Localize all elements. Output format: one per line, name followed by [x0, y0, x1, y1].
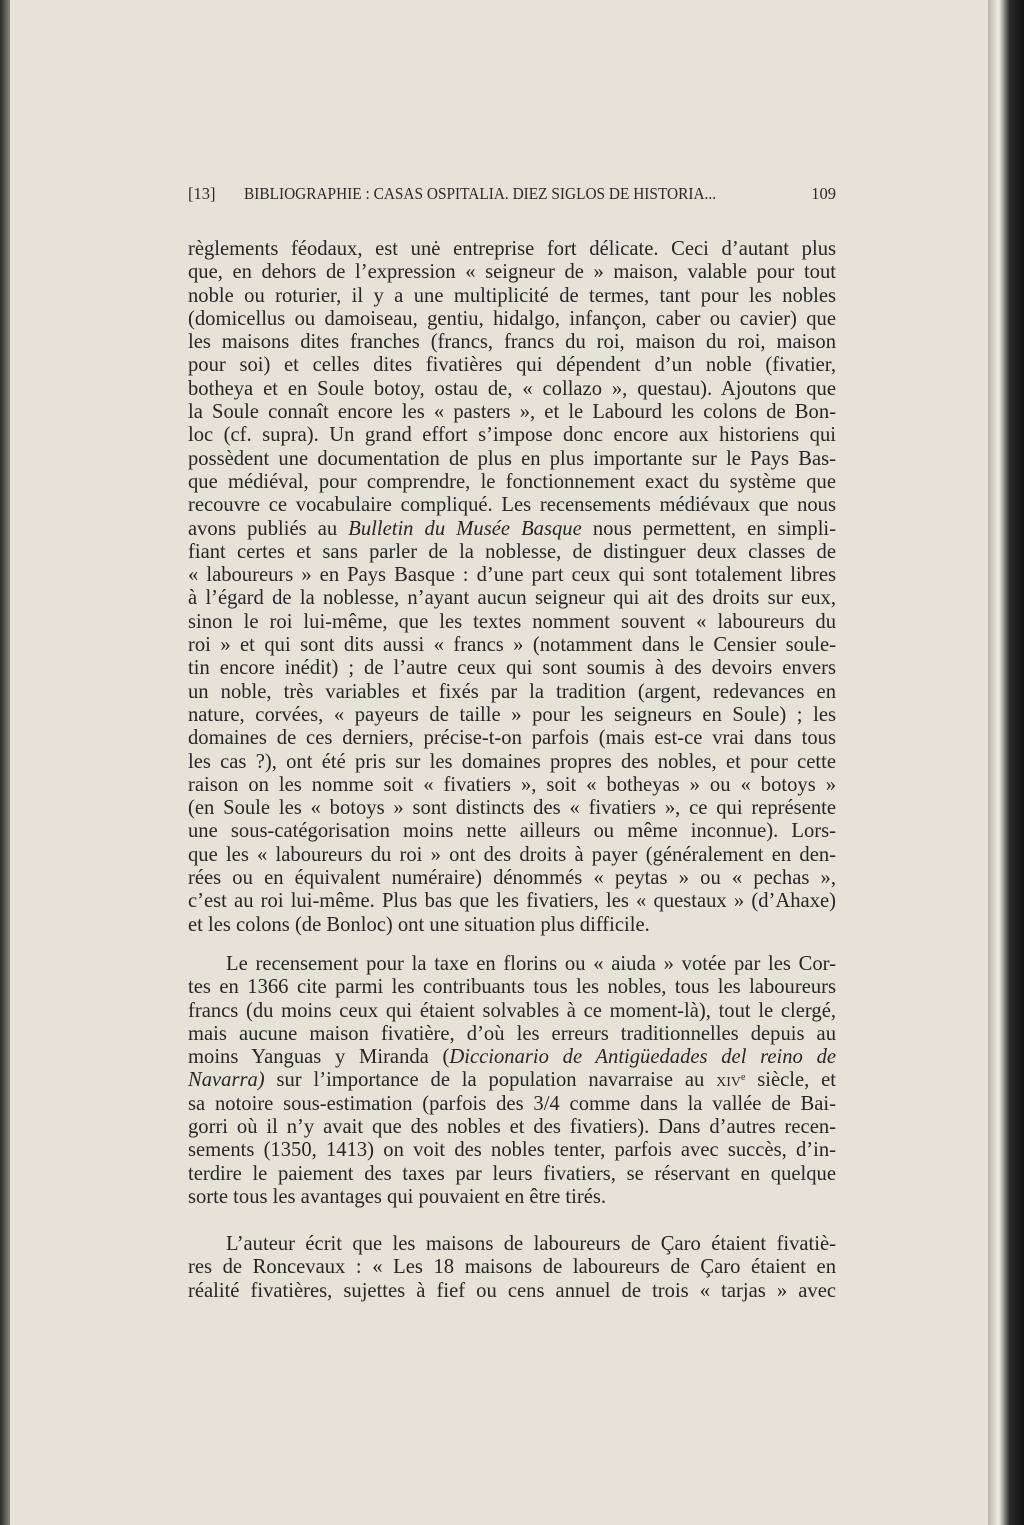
- text-line: [188, 1280, 836, 1303]
- text-segment: fiant certes et sans parler de la noblesse, de distinguer deux classes de: [188, 540, 836, 563]
- text-line: [188, 1186, 836, 1209]
- text-line: [188, 238, 836, 261]
- text-segment: possèdent une documentation de plus en plus importante sur le Pays Bas-: [188, 447, 836, 470]
- text-segment: recouvre ce vocabulaire compliqué. Les recensements médiévaux que nous: [188, 494, 836, 517]
- text-line: [188, 261, 836, 284]
- text-segment: les cas ?), ont été pris sur les domaines propres des nobles, et pour cette: [188, 750, 836, 773]
- text-segment: (domicellus ou damoiseau, gentiu, hidalgo, infançon, caber ou cavier) que: [188, 307, 836, 330]
- text-segment: roi » et qui sont dits aussi « francs » (notamment dans le Censier soule-: [188, 634, 836, 657]
- text-segment: e: [741, 1072, 746, 1084]
- text-line: [188, 914, 836, 937]
- text-segment: les maisons dites franches (francs, francs du roi, maison du roi, maison: [188, 331, 836, 354]
- text-segment: que médiéval, pour comprendre, le fonctionnement exact du système que: [188, 470, 836, 493]
- text-segment: réalité fivatières, sujettes à fief ou cens annuel de trois « tarjas » avec: [188, 1279, 836, 1302]
- text-segment: sur l’importance de la population navarraise au: [264, 1069, 717, 1092]
- text-line: [188, 890, 836, 913]
- text-segment: sa notoire sous-estimation (parfois des 3/4 comme dans la vallée de Bai-: [188, 1092, 836, 1115]
- text-segment: un noble, très variables et fixés par la tradition (argent, redevances en: [188, 680, 836, 703]
- text-segment: « laboureurs » en Pays Basque : d’une part ceux qui sont totalement libres: [188, 564, 836, 587]
- text-segment: (en Soule les « botoys » sont distincts des « fivatiers », ce qui représente: [188, 797, 836, 820]
- text-line: [188, 1256, 836, 1279]
- text-line: [188, 681, 836, 704]
- text-line: [188, 494, 836, 517]
- text-line: [188, 541, 836, 564]
- italic-title: Diccionario de Antigüedades del reino de: [449, 1046, 837, 1069]
- text-segment: et les colons (de Bonloc) ont une situation plus difficile.: [188, 913, 650, 936]
- text-segment: mais aucune maison fivatière, d’où les erreurs traditionnelles depuis au: [188, 1022, 836, 1045]
- text-segment: rées ou en équivalent numéraire) dénommés « peytas » ou « pechas »,: [188, 867, 836, 890]
- text-line: [188, 1046, 836, 1069]
- text-segment: botheya et en Soule botoy, ostau de, « collazo », questau). Ajoutons que: [188, 377, 836, 400]
- text-line: [188, 308, 836, 331]
- text-line: [188, 1000, 836, 1023]
- text-segment: c’est au roi lui-même. Plus bas que les fivatiers, les « questaux » (d’Ahaxe): [188, 890, 836, 913]
- text-line: [188, 751, 836, 774]
- text-segment: gorri où il n’y avait que des nobles et des fivatiers). Dans d’autres recen-: [188, 1115, 836, 1138]
- text-line: [188, 976, 836, 999]
- text-line: [188, 564, 836, 587]
- text-segment: francs (du moins ceux qui étaient solvables à ce moment-là), tout le clergé,: [188, 999, 836, 1022]
- text-segment: noble ou roturier, il y a une multiplicité de termes, tant pour les nobles: [188, 284, 836, 307]
- running-header: [188, 184, 836, 208]
- text-segment: sements (1350, 1413) on voit des nobles tenter, parfois avec succès, d’in-: [188, 1139, 836, 1162]
- text-line: [188, 448, 836, 471]
- text-segment: tes en 1366 cite parmi les contribuants tous les nobles, tous les laboureurs: [188, 976, 836, 999]
- text-line: [188, 611, 836, 634]
- paragraph: [188, 953, 836, 1209]
- text-line: [188, 378, 836, 401]
- text-line: [188, 471, 836, 494]
- text-segment: terdire le paiement des taxes par leurs fivatiers, se réservant en quelque: [188, 1162, 836, 1185]
- text-line: [188, 634, 836, 657]
- text-line: [188, 820, 836, 843]
- text-segment: loc (cf. supra). Un grand effort s’impose donc encore aux historiens qui: [188, 424, 836, 447]
- book-gutter-edge: [0, 0, 10, 1525]
- text-line: [188, 704, 836, 727]
- text-segment: res de Roncevaux : « Les 18 maisons de laboureurs de Çaro étaient en: [188, 1256, 836, 1279]
- text-line: [188, 657, 836, 680]
- running-title: BIBLIOGRAPHIE : CASAS OSPITALIA. DIEZ SIGLOS DE HISTORIA...: [244, 184, 717, 203]
- text-line: [188, 727, 836, 750]
- text-line: [188, 285, 836, 308]
- text-segment: que, en dehors de l’expression « seigneur de » maison, valable pour tout: [188, 261, 836, 284]
- text-line: [188, 401, 836, 424]
- text-segment: tin encore inédit) ; de l’autre ceux qui sont soumis à des devoirs envers: [188, 657, 836, 680]
- page-number: 109: [811, 184, 836, 203]
- text-segment: une sous-catégorisation moins nette ailleurs ou même inconnue). Lors-: [188, 820, 836, 843]
- text-line: [188, 518, 836, 541]
- text-line: [188, 1023, 836, 1046]
- text-line: [188, 354, 836, 377]
- text-line: [188, 1139, 836, 1162]
- text-segment: règlements féodaux, est unė entreprise fort délicate. Ceci d’autant plus: [188, 238, 836, 260]
- text-segment: raison on les nomme soit « fivatiers », soit « botheyas » ou « botoys »: [188, 773, 836, 796]
- text-segment: siècle, et: [745, 1069, 837, 1092]
- text-line: [188, 1116, 836, 1139]
- text-line: [188, 424, 836, 447]
- paragraph: [188, 238, 836, 937]
- text-line: [188, 867, 836, 890]
- italic-title: Bulletin du Musée Basque: [348, 517, 582, 540]
- text-segment: nous permettent, en simpli-: [581, 517, 836, 540]
- text-segment: la Soule connaît encore les « pasters », et le Labourd les colons de Bon-: [188, 401, 836, 424]
- text-line: [188, 774, 836, 797]
- text-line: [188, 1163, 836, 1186]
- text-segment: sinon le roi lui-même, que les textes nomment souvent « laboureurs du: [188, 610, 836, 633]
- text-segment: à l’égard de la noblesse, n’ayant aucun seigneur qui ait des droits sur eux,: [188, 587, 836, 610]
- italic-title: Navarra): [188, 1069, 265, 1092]
- text-segment: moins Yanguas y Miranda (: [188, 1046, 450, 1069]
- text-segment: xiv: [716, 1069, 741, 1092]
- text-line: [188, 844, 836, 867]
- text-line: [188, 1069, 836, 1092]
- page-edge: [988, 0, 1024, 1525]
- text-segment: L’auteur écrit que les maisons de laboureurs de Çaro étaient fivatiè-: [226, 1233, 836, 1256]
- text-line: [188, 587, 836, 610]
- text-segment: nature, corvées, « payeurs de taille » pour les seigneurs en Soule) ; les: [188, 703, 836, 726]
- text-segment: sorte tous les avantages qui pouvaient en être tirés.: [188, 1185, 607, 1208]
- text-line: [188, 797, 836, 820]
- text-line: [188, 1233, 836, 1256]
- section-number: [13]: [188, 184, 216, 203]
- body-text: [188, 238, 836, 1303]
- text-line: [188, 331, 836, 354]
- text-line: [188, 953, 836, 976]
- text-segment: avons publiés au: [188, 517, 349, 540]
- text-segment: Le recensement pour la taxe en florins ou « aiuda » votée par les Cor-: [226, 952, 836, 975]
- text-line: [188, 1093, 836, 1116]
- text-segment: que les « laboureurs du roi » ont des droits à payer (généralement en den-: [188, 843, 836, 866]
- text-segment: domaines de ces derniers, précise-t-on parfois (mais est-ce vrai dans tous: [188, 727, 836, 750]
- text-segment: pour soi) et celles dites fivatières qui dépendent d’un noble (fivatier,: [188, 354, 836, 377]
- paragraph: [188, 1233, 836, 1303]
